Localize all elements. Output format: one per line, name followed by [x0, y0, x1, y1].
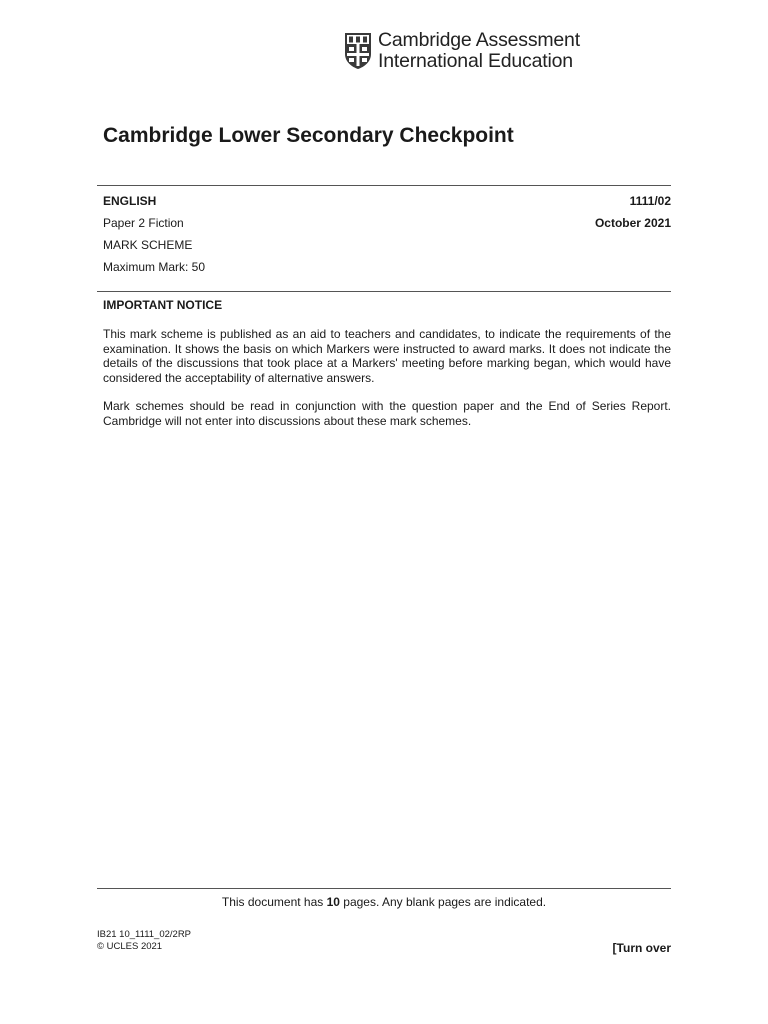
- divider-notice: [97, 291, 671, 292]
- page-count-number: 10: [326, 895, 340, 909]
- notice-body: [103, 327, 671, 443]
- reference-code: IB21 10_1111_02/2RP: [97, 929, 192, 940]
- turn-over-label: [Turn over: [612, 941, 671, 955]
- notice-heading: IMPORTANT NOTICE: [103, 298, 223, 312]
- page-count-suffix: pages. Any blank pages are indicated.: [339, 895, 547, 909]
- footer-reference: [97, 929, 191, 953]
- page-count-prefix: This document has: [221, 895, 327, 909]
- cambridge-logo: [344, 30, 580, 72]
- notice-paragraph-2: Mark schemes should be read in conjunction with the question paper and the End of Series Report. Cambridge will not enter into discussions about these mark schemes.: [103, 399, 671, 428]
- logo-line-1: Cambridge Assessment: [378, 29, 580, 51]
- exam-session: October 2021: [594, 216, 671, 230]
- document-type-label: MARK SCHEME: [103, 238, 193, 252]
- page-count-note: [97, 895, 671, 909]
- paper-label: Paper 2 Fiction: [103, 216, 184, 230]
- notice-paragraph-1: This mark scheme is published as an aid to teachers and candidates, to indicate the requirements of the examination. It shows the basis on which Markers were instructed to award marks. It does not indicate the details of the discussions that took place at a Markers' meeting before marking began, which would have considered the acceptability of alternative answers.: [103, 327, 671, 385]
- exam-details-left: [103, 193, 205, 281]
- cambridge-shield-icon: [344, 32, 372, 70]
- paper-code: 1111/02: [629, 194, 671, 208]
- page-title: Cambridge Lower Secondary Checkpoint: [103, 124, 514, 147]
- logo-text: [378, 30, 580, 72]
- maximum-mark-label: Maximum Mark: 50: [103, 260, 206, 274]
- copyright-notice: © UCLES 2021: [97, 941, 163, 952]
- divider-footer: [97, 888, 671, 889]
- exam-details-right: [595, 193, 671, 237]
- divider-top: [97, 185, 671, 186]
- subject-label: ENGLISH: [103, 194, 157, 208]
- logo-line-2: International Education: [378, 50, 573, 72]
